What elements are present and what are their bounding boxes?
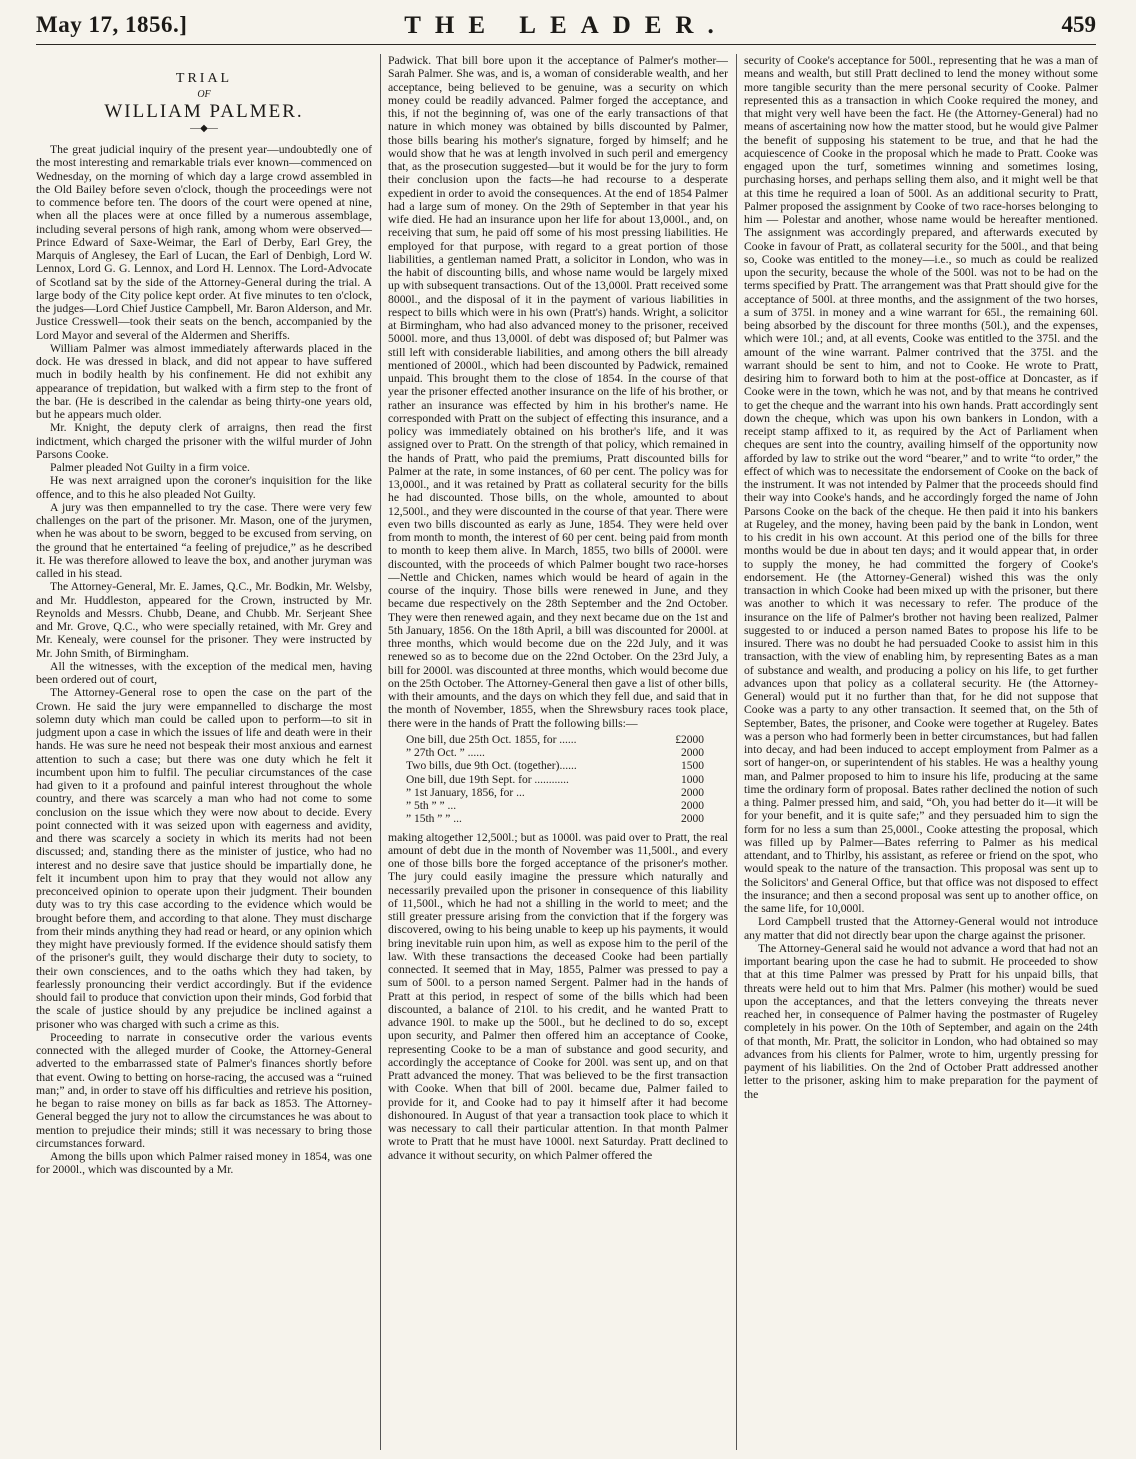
bill-row: [398, 800, 728, 813]
bill-amount: 1000: [681, 773, 704, 786]
paragraph: The Attorney-General rose to open the case on the part of the Crown. He said the jury were empannelled to discharge the most solemn duty which man could be called upon to perform—to sit in judgment upon a case in which the issues of life and death were in their hands. He was sure he need not bespeak their most anxious and earnest attention to such a case; but there was one duty which he felt it incumbent upon him to fulfil. The peculiar circumstances of the case had given to it a profound and painful interest throughout the whole country, and there was scarcely a man who had not come to some conclusion on the issue which they were now about to decide. Every point connected with it was seized upon with eagerness and avidity, and there was scarcely a society in which its merits had not been discussed; and, standing there as the minister of justice, who had no interest and no desire save that justice should be impartially done, he felt it incumbent upon him to pray that they would not allow any preconceived opinion to operate upon their judgment. Their bounden duty was to try this case according to the evidence which would be brought before them, and according to that alone. They must discharge from their minds anything they had read or heard, or any opinion which they might have previously formed. If the evidence should satisfy them of the prisoner's guilt, they would discharge their duty to society, to their own consciences, and to the oaths which they had taken, by fearlessly pronouncing their verdict accordingly. But if the evidence should fail to produce that conviction upon their minds, God forbid that the scale of justice should by any prejudice be inclined against a prisoner who was charged with such a crime as this.: [36, 686, 372, 1031]
article-subject: WILLIAM PALMER.: [104, 100, 304, 122]
masthead: [36, 12, 1096, 46]
bill-description: ” 15th ” ” ...: [406, 813, 462, 826]
paragraph: All the witnesses, with the exception of the medical men, having been ordered out of court,: [36, 659, 372, 686]
paragraph: Lord Campbell trusted that the Attorney-General would not introduce any matter that did not directly bear upon the charge against the prisoner.: [744, 915, 1098, 942]
column-1-body: [36, 143, 372, 1177]
bill-description: Two bills, due 9th Oct. (together)......: [406, 760, 577, 773]
paragraph: Among the bills upon which Palmer raised money in 1854, was one for 2000l., which was discounted by a Mr.: [36, 1150, 372, 1177]
bill-amount: 2000: [681, 800, 704, 812]
bill-amount: 1500: [681, 760, 704, 773]
paragraph: making altogether 12,500l.; but as 1000l. was paid over to Pratt, the real amount of debt due in the month of November was 11,500l., and every one of those bills bore the forged acceptance of the prisoner's mother. The jury could easily imagine the pressure which naturally and necessarily prevailed upon the prisoner in consequence of this liability of 11,500l., which he had not a shilling in the world to meet; and the still greater pressure arising from the conviction that if the forgery was discovered, owing to his being unable to keep up his payments, it would bring inevitable ruin upon him, as well as expose him to the peril of the law. With these transactions the deceased Cooke had been partially connected. It seemed that in May, 1855, Palmer was pressed to pay a sum of 500l. to a person named Sergent. Palmer had in the hands of Pratt at this period, in respect of some of the bills which had been discounted, a balance of 210l. to his credit, and he wanted Pratt to advance 190l. to make up the 500l., but he declined to do so, except upon security, and Palmer then offered him an acceptance of Cooke, representing Cooke to be a man of substance and good security, and accordingly the acceptance of Cooke for 200l. was sent up, and on that Pratt advanced the money. That was believed to be the first transaction with Cooke. When that bill of 200l. became due, Palmer failed to provide for it, and Cooke had to pay it himself after it had become dishonoured. In August of that year a transaction took place to which it was necessary to call their particular attention. In that month Palmer wrote to Pratt that he must have 1000l. next Saturday. Pratt declined to advance it without security, on which Palmer offered the: [388, 830, 728, 1162]
paragraph: Proceeding to narrate in consecutive order the various events connected with the alleged murder of Cooke, the Attorney-General adverted to the embarrassed state of Palmer's finances shortly before that event. Owing to betting on horse-racing, the accused was a “ruined man;” and, in order to stave off his difficulties and retrieve his position, he began to raise money on bills as far back as 1853. The Attorney-General begged the jury not to allow the circumstances he was about to mention to prejudice their minds; still it was necessary to bring those circumstances forward.: [36, 1030, 372, 1150]
bill-row: [398, 734, 728, 747]
paragraph: security of Cooke's acceptance for 500l., representing that he was a man of means and wealth, but still Pratt declined to lend the money without some more tangible security than the mere personal security of Cooke. Palmer represented this as a transaction in which Cooke required the money, and that might very well have been the fact. He (the Attorney-General) had no means of ascertaining now how the matter stood, but he would give Palmer the benefit of supposing his statement to be true, and that he had the acquiescence of Cooke in the proposal which he made to Pratt. Cooke was engaged upon the turf, sometimes winning and sometimes losing, purchasing horses, and perhaps selling them also, and it might well be that at this time he required a loan of 500l. As an additional security to Pratt, Palmer proposed the assignment by Cooke of two race-horses belonging to him — Polestar and another, whose name would be hereafter mentioned. The assignment was accordingly prepared, and afterwards executed by Cooke in favour of Pratt, as collateral security for the 500l., and that being so, Cooke was entitled to the money—i.e., so much as could be realized upon the security, because the whole of the 500l. was not to be had on the terms specified by Pratt. The arrangement was that Pratt should give for the acceptance of 500l. at three months, and the assignment of the two horses, a sum of 375l. in money and a wine warrant for 65l., the remaining 60l. being absorbed by the discount for three months (50l.), and the expenses, which were 10l.; and, at all events, Cooke was entitled to the 375l. and the amount of the wine warrant. Palmer contrived that the 375l. and the warrant should be sent to him, and not to Cooke. He wrote to Pratt, desiring him to forward both to him at the post-office at Doncaster, as if Cooke were in the town, which he was not, and by that means he contrived to get the cheque and the warrant into his own hands. Pratt accordingly sent down the cheque, which was upon his own bankers in London, with a receipt stamp affixed to it, as required by the Act of Parliament when cheques are sent into the country, availing himself of the opportunity now afforded by law to strike out the word “bearer,” and to write “to order,” the effect of which was to necessitate the endorsement of Cooke on the back of the instrument. It was not intended by Palmer that the proceeds should find their way into Cooke's hands, and he accordingly forged the name of John Parsons Cooke on the back of the cheque. He then paid it into his bankers at Rugeley, and the money, having been paid by the bank in London, went to his credit in his own account. At this period one of the bills for three months would be due in about ten days; and it would appear that, in order to supply the money, he had committed the forgery of Cooke's endorsement. He (the Attorney-General) wished this was the only transaction in which Cooke had been mixed up with the prisoner, but there was another to which it was necessary to refer. The produce of the insurance on the life of Palmer's brother not having been realized, Palmer suggested to or induced a person named Bates to propose his life to be insured. There was no doubt he had persuaded Cooke to assist him in this transaction, with the view of enabling him, by representing Bates as a man of substance and wealth, and producing a policy on his life, to get further advances upon that policy as a collateral security. He (the Attorney-General) would put it no further than that, for he did not suppose that Cooke was a party to any other transaction. It seemed that, on the 5th of September, Bates, the prisoner, and Cooke were together at Rugeley. Bates was a person who had formerly been in better circumstances, but had fallen into decay, and had been induced to accept employment from Palmer as a sort of hanger-on, or superintendent of his stables. He was a healthy young man, and Palmer proposed to him to insure his life, producing at the same time the ordinary form of proposal. Bates rather declined the notion of such a thing. Palmer pressed him, and said, “Oh, you had better do it—it will be for your benefit, and it is quite safe;” and they persuaded him to sign the form for no less a sum than 25,000l., Cooke attesting the proposal, which was filled up by Palmer—Bates referring to Palmer as his medical attendant, and to Thirlby, his assistant, as referee or friend on the spot, who would speak to the nature of the transaction. This proposal was sent up to the Solicitors' and General Office, but that office was not disposed to effect the insurance; and then a second proposal was sent up to another office, on the same life, for 10,000l.: [744, 54, 1098, 915]
bill-description: ” 27th Oct. ” ......: [406, 747, 485, 759]
paragraph: He was next arraigned upon the coroner's inquisition for the like offence, and to this he also pleaded Not Guilty.: [36, 474, 372, 501]
bill-row: [398, 747, 728, 760]
page-number: 459: [1061, 12, 1096, 37]
paragraph: A jury was then empannelled to try the case. There were very few challenges on the part of the prisoner. Mr. Mason, one of the jurymen, when he was about to be sworn, begged to be excused from serving, on the ground that he entertained “a feeling of prejudice,” as he described it. He was therefore allowed to leave the box, and another juryman was called in his stead.: [36, 500, 372, 580]
newspaper-title: THE LEADER.: [404, 12, 728, 39]
column-3-body: [744, 54, 1098, 1101]
issue-date: May 17, 1856.]: [36, 12, 188, 37]
paragraph: Mr. Knight, the deputy clerk of arraigns, then read the first indictment, which charged the prisoner with the wilful murder of John Parsons Cooke.: [36, 421, 372, 461]
bill-row: [398, 760, 728, 773]
paragraph: The great judicial inquiry of the present year—undoubtedly one of the most interesting and remarkable trials ever known—commenced on Wednesday, on the morning of which day a large crowd assembled in the Old Bailey before seven o'clock, though the proceedings were not to commence before ten. The doors of the court were opened at nine, when all the places were at once filled by a numerous assemblage, including several persons of high rank, among whom were observed—Prince Edward of Saxe-Weimar, the Earl of Derby, Earl Grey, the Marquis of Anglesey, the Earl of Lucan, the Earl of Denbigh, Lord W. Lennox, Lord G. G. Lennox, and Lord H. Lennox. The Lord-Advocate of Scotland sat by the side of the Attorney-General during the trial. A large body of the City police kept order. At five minutes to ten o'clock, the judges—Lord Chief Justice Campbell, Mr. Baron Alderson, and Mr. Justice Cresswell—took their seats on the bench, accompanied by the Lord Mayor and several of the Aldermen and Sheriffs.: [36, 143, 372, 342]
column-3: [744, 54, 1098, 1450]
paragraph: Padwick. That bill bore upon it the acceptance of Palmer's mother—Sarah Palmer. She was, and is, a woman of considerable wealth, and her acceptance, being believed to be genuine, was a security on which money could be readily advanced. Palmer forged the acceptance, and this, if not the beginning of, was one of the early transactions of that nature in which money was obtained by bills discounted by Palmer, those bills bearing his mother's signature, forged by himself; and he would show that he was at length involved in such peril and emergency that, as the prosecution suggested—but it would be for the jury to form their conclusion upon the facts—he had recourse to a desperate expedient in order to avoid the consequences. At the end of 1854 Palmer had a large sum of money. On the 29th of September in that year his wife died. He had an insurance upon her life for about 13,000l., and, on receiving that sum, he paid off some of his most pressing liabilities. He employed for that purpose, with regard to a great portion of those liabilities, a gentleman named Pratt, a solicitor in London, who was in the habit of discounting bills, and whose name would be largely mixed up with subsequent transactions. Out of the 13,000l. Pratt received some 8000l., and the disposal of it in the payment of various liabilities in respect to bills which were in his own (Pratt's) hands. Wright, a solicitor at Birmingham, who had also advanced money to the prisoner, received 5000l. more, and thus 13,000l. of debt was disposed of; but Palmer was still left with considerable liabilities, and among others the bill already mentioned of 2000l., which had been discounted by Padwick, remained unpaid. This brought them to the close of 1854. In the course of that year the prisoner effected another insurance on the life of his brother, or rather an insurance was effected by him in his brother's name. He corresponded with Pratt on the subject of effecting this insurance, and a policy was immediately obtained on his brother's life, and it was assigned over to Pratt. On the strength of that policy, which remained in the hands of Pratt, who paid the premiums, Pratt discounted bills for Palmer at the rate, in some instances, of 60 per cent. The policy was for 13,000l., and it was retained by Pratt as collateral security for the bills he had discounted. Those bills, on the whole, amounted to about 12,500l., and they were discounted in the course of that year. There were even two bills discounted as early as June, 1854. They were held over from month to month, the interest of 60 per cent. being paid from month to month to keep them alive. In March, 1855, two bills of 2000l. were discounted, with the proceeds of which Palmer bought two race-horses—Nettle and Chicken, names which would be heard of again in the course of the inquiry. Those bills were renewed in June, and they became due respectively on the 28th September and the 2nd October. They were then renewed again, and they next became due on the 1st and 5th January, 1856. On the 18th April, a bill was discounted for 2000l. at three months, which would become due on the 22d July, and it was renewed so as to become due on the 22nd October. On the 23rd July, a bill for 2000l. was discounted at three months, which would become due on the 25th October. The Attorney-General then gave a list of other bills, with their amounts, and the days on which they fell due, and said that in the month of November, 1855, when the Shrewsbury races took place, there were in the hands of Pratt the following bills:—: [388, 54, 728, 730]
column-divider: [380, 54, 381, 1450]
bill-description: ” 1st January, 1856, for ...: [406, 786, 525, 799]
bill-amount: 2000: [681, 813, 704, 826]
bill-amount: 2000: [681, 747, 704, 759]
heading-ornament: —◆—: [190, 122, 218, 134]
bills-list: [398, 734, 728, 827]
bill-row: [398, 813, 728, 826]
column-1: [36, 54, 372, 1450]
bill-amount: 2000: [681, 786, 704, 799]
bill-row: [398, 774, 728, 787]
column-2-body-top: [388, 54, 728, 730]
column-divider: [736, 54, 737, 1450]
masthead-rule: [36, 44, 1096, 45]
article-heading-of: OF: [197, 89, 211, 101]
paragraph: Palmer pleaded Not Guilty in a firm voice.: [50, 461, 250, 474]
paragraph: The Attorney-General, Mr. E. James, Q.C., Mr. Bodkin, Mr. Welsby, and Mr. Huddleston, appeared for the Crown, instructed by Mr. Reynolds and Messrs. Chubb, Deane, and Chubb. Mr. Serjeant Shee and Mr. Grove, Q.C., who were specially retained, with Mr. Grey and Mr. Kenealy, were counsel for the prisoner. They were instructed by Mr. John Smith, of Birmingham.: [36, 580, 372, 660]
paragraph: The Attorney-General said he would not advance a word that had not an important bearing upon the case he had to submit. He proceeded to show that at this time Palmer was pressed by Pratt for his unpaid bills, that threats were held out to him that Mrs. Palmer (his mother) would be sued upon the acceptances, and that the letters conveying the threats never reached her, in consequence of Palmer having the postmaster of Rugeley completely in his power. On the 10th of September, and again on the 24th of that month, Mr. Pratt, the solicitor in London, who had obtained so may advances from his clients for Palmer, wrote to him, urgently pressing for payment of his liabilities. On the 2nd of October Pratt addressed another letter to the prisoner, asking him to make preparation for the payment of the: [744, 941, 1098, 1101]
column-2: [388, 54, 728, 1450]
article-heading: TRIAL: [175, 71, 233, 86]
bill-description: One bill, due 19th Sept. for ............: [406, 773, 569, 786]
paragraph: William Palmer was almost immediately afterwards placed in the dock. He was dressed in black, and did not appear to have suffered much in bodily health by his confinement. He did not exhibit any appearance of trepidation, but walked with a firm step to the front of the bar. (He is described in the calendar as being thirty-one years old, but he appears much older.: [36, 341, 372, 421]
bill-amount: £2000: [675, 733, 704, 746]
bill-description: ” 5th ” ” ...: [406, 800, 457, 812]
bill-description: One bill, due 25th Oct. 1855, for ......: [406, 733, 577, 746]
bill-row: [398, 787, 728, 800]
column-2-body-bottom: [388, 831, 728, 1162]
